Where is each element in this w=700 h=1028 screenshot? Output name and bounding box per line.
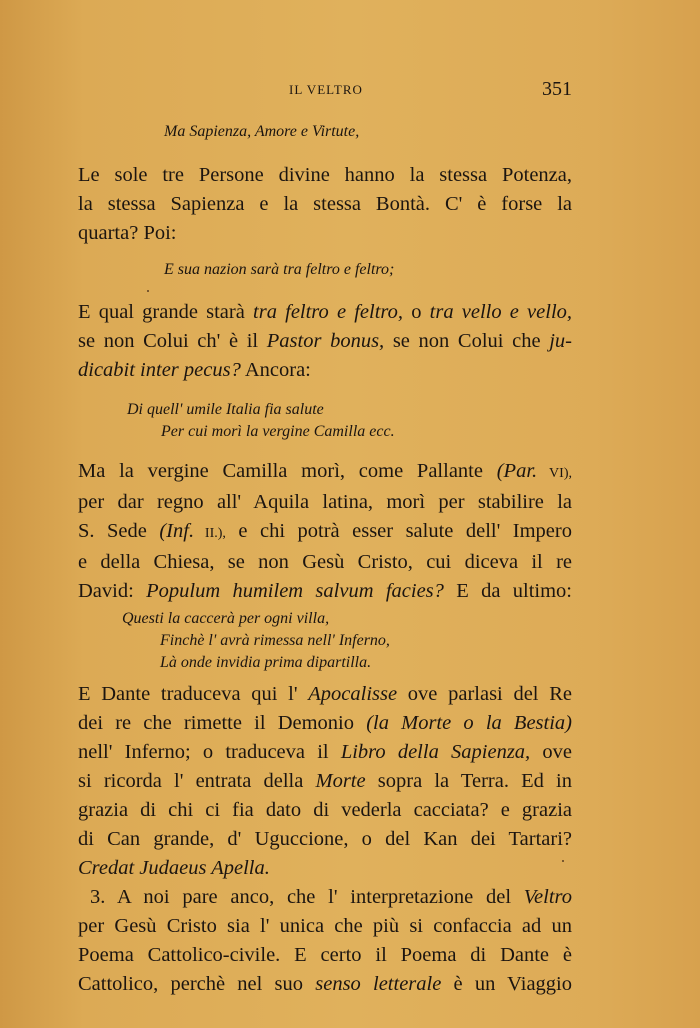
verse-quote-1 — [164, 121, 359, 143]
verse-quote-2 — [164, 259, 394, 281]
page-number: 351 — [542, 78, 572, 100]
text-line: quarta? Poi: — [78, 222, 177, 244]
text-line: E Dante traduceva qui l' Apocalisse ove parlasi del Re — [78, 683, 572, 705]
verse-line: Questi la caccerà per ogni villa, — [122, 610, 330, 627]
verse-line: Là onde invidia prima dipartilla. — [160, 654, 372, 671]
paragraph-5 — [78, 883, 572, 999]
text-line: per dar regno all' Aquila latina, morì per stabilire la — [78, 491, 572, 513]
paragraph-4 — [78, 680, 572, 883]
text-line: S. Sede (Inf. II.), e chi potrà esser salute dell' Impero — [78, 520, 572, 542]
text-line: si ricorda l' entrata della Morte sopra la Terra. Ed in — [78, 770, 572, 792]
running-title: IL VELTRO — [289, 82, 363, 97]
text-line: Poema Cattolico-civile. E certo il Poema di Dante è — [78, 944, 572, 966]
text-line: Cattolico, perchè nel suo senso letterale è un Viaggio — [78, 973, 572, 995]
text-line: Le sole tre Persone divine hanno la stessa Potenza, — [78, 164, 572, 186]
text-line: e della Chiesa, se non Gesù Cristo, cui diceva il re — [78, 551, 572, 573]
text-line: Ma la vergine Camilla morì, come Pallante (Par. VI), — [78, 460, 572, 482]
verse-line: Finchè l' avrà rimessa nell' Inferno, — [160, 632, 390, 649]
text-line: se non Colui ch' è il Pastor bonus, se non Colui che ju- — [78, 330, 572, 352]
verse-line: Di quell' umile Italia fia salute — [127, 401, 324, 418]
verse-quote-3 — [127, 399, 395, 443]
text-line: la stessa Sapienza e la stessa Bontà. C' è forse la — [78, 193, 572, 215]
text-line: David: Populum humilem salvum facies? E da ultimo: — [78, 580, 573, 602]
text-line: per Gesù Cristo sia l' unica che più si confaccia ad un — [78, 915, 572, 937]
verse-quote-4 — [122, 608, 390, 674]
text-line: E qual grande starà tra feltro e feltro, o tra vello e vello, — [78, 301, 573, 323]
text-line: Credat Judaeus Apella. — [78, 857, 270, 879]
text-line: dicabit inter pecus? Ancora: — [78, 359, 311, 381]
paper-speck — [562, 860, 564, 862]
verse-line: Ma Sapienza, Amore e Virtute, — [164, 123, 360, 140]
paper-speck — [147, 290, 149, 292]
verse-line: Per cui morì la vergine Camilla ecc. — [161, 423, 395, 440]
paragraph-3 — [78, 457, 572, 606]
text-line: di Can grande, d' Uguccione, o del Kan dei Tartari? — [78, 828, 572, 850]
running-head — [0, 78, 700, 102]
paragraph-1 — [78, 161, 572, 248]
verse-line: E sua nazion sarà tra feltro e feltro; — [164, 261, 395, 278]
text-line: grazia di chi ci fia dato di vederla cacciata? e grazia — [78, 799, 572, 821]
paragraph-2 — [78, 298, 572, 385]
text-line: dei re che rimette il Demonio (la Morte o la Bestia) — [78, 712, 572, 734]
text-line: nell' Inferno; o traduceva il Libro della Sapienza, ove — [78, 741, 572, 763]
text-line: 3. A noi pare anco, che l' interpretazione del Veltro — [90, 886, 572, 908]
